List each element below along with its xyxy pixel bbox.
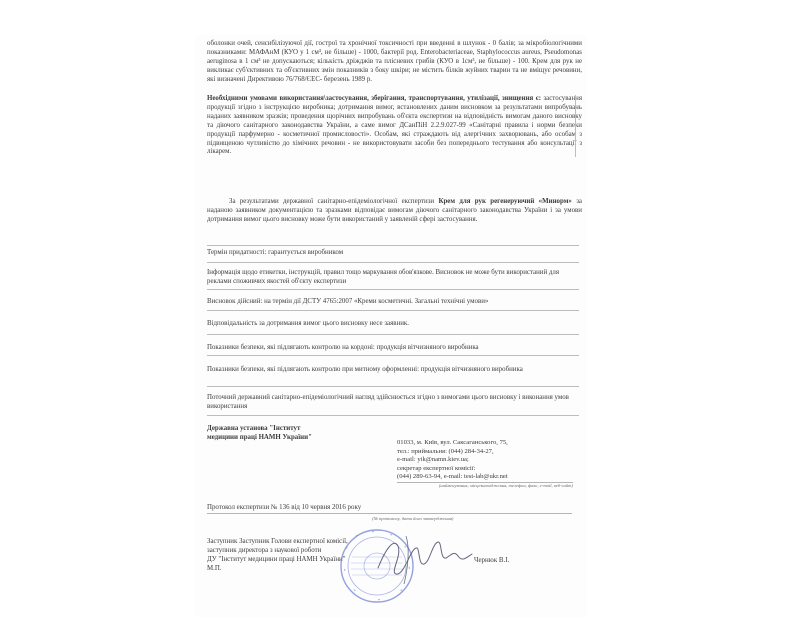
signatory-line-1: Заступник Заступник Голови експертної комісії, [207, 538, 348, 545]
address-email: e-mail: yik@namn.kiev.ua; [397, 456, 469, 464]
institution-line-1: Державна установа "Інститут [207, 425, 301, 432]
section-divider [207, 355, 579, 356]
microbiology-paragraph: оболонки очей, сенсибілізуючої дії, гострої та хронічної токсичності при введенні в шлунок - 0 балів; за мікробіологічними показниками: МАФАнМ (КУО у 1 см³, не більше) - 1000, бактерії род. Enterobacteriaceae, Staphylococcus aureus, Pseudomonas aeruginosa в 1 см³ не допускаються; кількість дріжджів та плісневих грибів (КУО в 1см³, не більше) - 100. Крем для рук не викликає суб'єктивних та об'єктивних змін показників з боку шкіри; не містить білків жуйних тварин та не вміщує речовини, які визначені Директивою 76/768/ЄЕС- березень 1989 р. [207, 40, 582, 83]
address-caption: (найменування, місцезнаходження, телефон, факс, e-mail, веб-сайт) [438, 482, 573, 488]
signer-name: Чернюк В.І. [474, 557, 510, 564]
address-line-2: тел.: приймальня: (044) 284-34-27, [397, 447, 494, 455]
section-divider [207, 289, 579, 290]
conditions-heading: Необхідними умовами використання\застосування, зберігання, транспортування, утилізації, знищення є: [207, 95, 541, 102]
border-control-line: Показники безпеки, які підлягають контролю на кордоні: продукція вітчизняного виробника [207, 344, 479, 351]
protocol-caption: (№ протоколу, дата його затвердження) [372, 516, 454, 521]
product-name: Крем для рук регенеруючий «Минорм» [438, 198, 572, 205]
section-divider [207, 334, 579, 335]
shelf-life-line: Термін придатності: гарантується виробником [207, 249, 344, 256]
handwritten-signature-icon [376, 528, 476, 588]
conditions-text: застосування продукції згідно з інструкцією виробника; дотримання вимог, встановлених даним висновком за результатами випробувань наданих заявником зразків; проведення щорічних випробувань об'єкта експертизи на відповідність вимогам даного висновку та діючого санітарного законодавства України, а саме вимог ДСанПіН 2.2.9.027-99 «Санітарні правила і норми безпеки продукції парфумерно - косметичної промисловості». Особам, які страждають від алергічних захворювань, або особам з підвищеною чутливістю до хімічних речовин - не використовувати засоби без попереднього тестування або консультації з лікарем. [207, 95, 582, 156]
seal-mark: М.П. [207, 564, 222, 572]
section-divider [207, 262, 579, 263]
signatory-line-3: ДУ "Інститут медицини праці НАМН України" [207, 555, 346, 563]
protocol-line: Протокол експертизи № 136 від 10 червня 2016 року [207, 504, 572, 514]
address-line-5: (044) 289-63-94, e-mail: test-lab@ukr.net [397, 473, 573, 483]
margin-line [575, 95, 576, 157]
address-line-4: секретар експертної комісії: [397, 464, 476, 472]
signatory-line-2: заступник директора з наукової роботи [207, 546, 322, 554]
conditions-paragraph [207, 95, 582, 157]
conclusion-paragraph [207, 198, 582, 225]
conclusion-intro: За результатами державної санітарно-епідеміологічної експертизи [229, 198, 439, 205]
labeling-paragraph: Інформація щодо етикетки, інструкцій, правил тощо маркування обов'язкове. Висновок не може бути використаний для реклами споживчих якостей об'єкту експертизи [207, 269, 560, 285]
section-divider [207, 310, 579, 311]
responsibility-line: Відповідальність за дотримання вимог цього висновку несе заявник. [207, 320, 409, 327]
customs-control-paragraph: Показники безпеки, які підлягають контролю при митному оформленні: продукція вітчизняного виробника [207, 366, 523, 373]
conclusion-text: за наданою заявником документацією та зразками відповідає вимогам діючого санітарного законодавства України і за умови дотримання вимог цього висновку може бути використаний у заявленій сфері застосування. [207, 198, 582, 223]
institution-name [207, 425, 377, 443]
section-divider [207, 386, 579, 387]
supervision-paragraph: Поточний державний санітарно-епідеміологічний нагляд здійснюється згідно з вимогами цього висновку і виконання умов використання [207, 394, 569, 410]
institution-line-2: медицини праці НАМН України" [207, 433, 312, 441]
address-line-1: 01033, м. Київ, вул. Саксаганського, 75, [397, 439, 508, 446]
section-divider [207, 415, 579, 416]
institution-address [397, 439, 573, 489]
section-divider [207, 245, 579, 246]
validity-line: Висновок дійсний: на термін дії ДСТУ 4765:2007 «Креми косметичні. Загальні технічні умови» [207, 298, 489, 305]
